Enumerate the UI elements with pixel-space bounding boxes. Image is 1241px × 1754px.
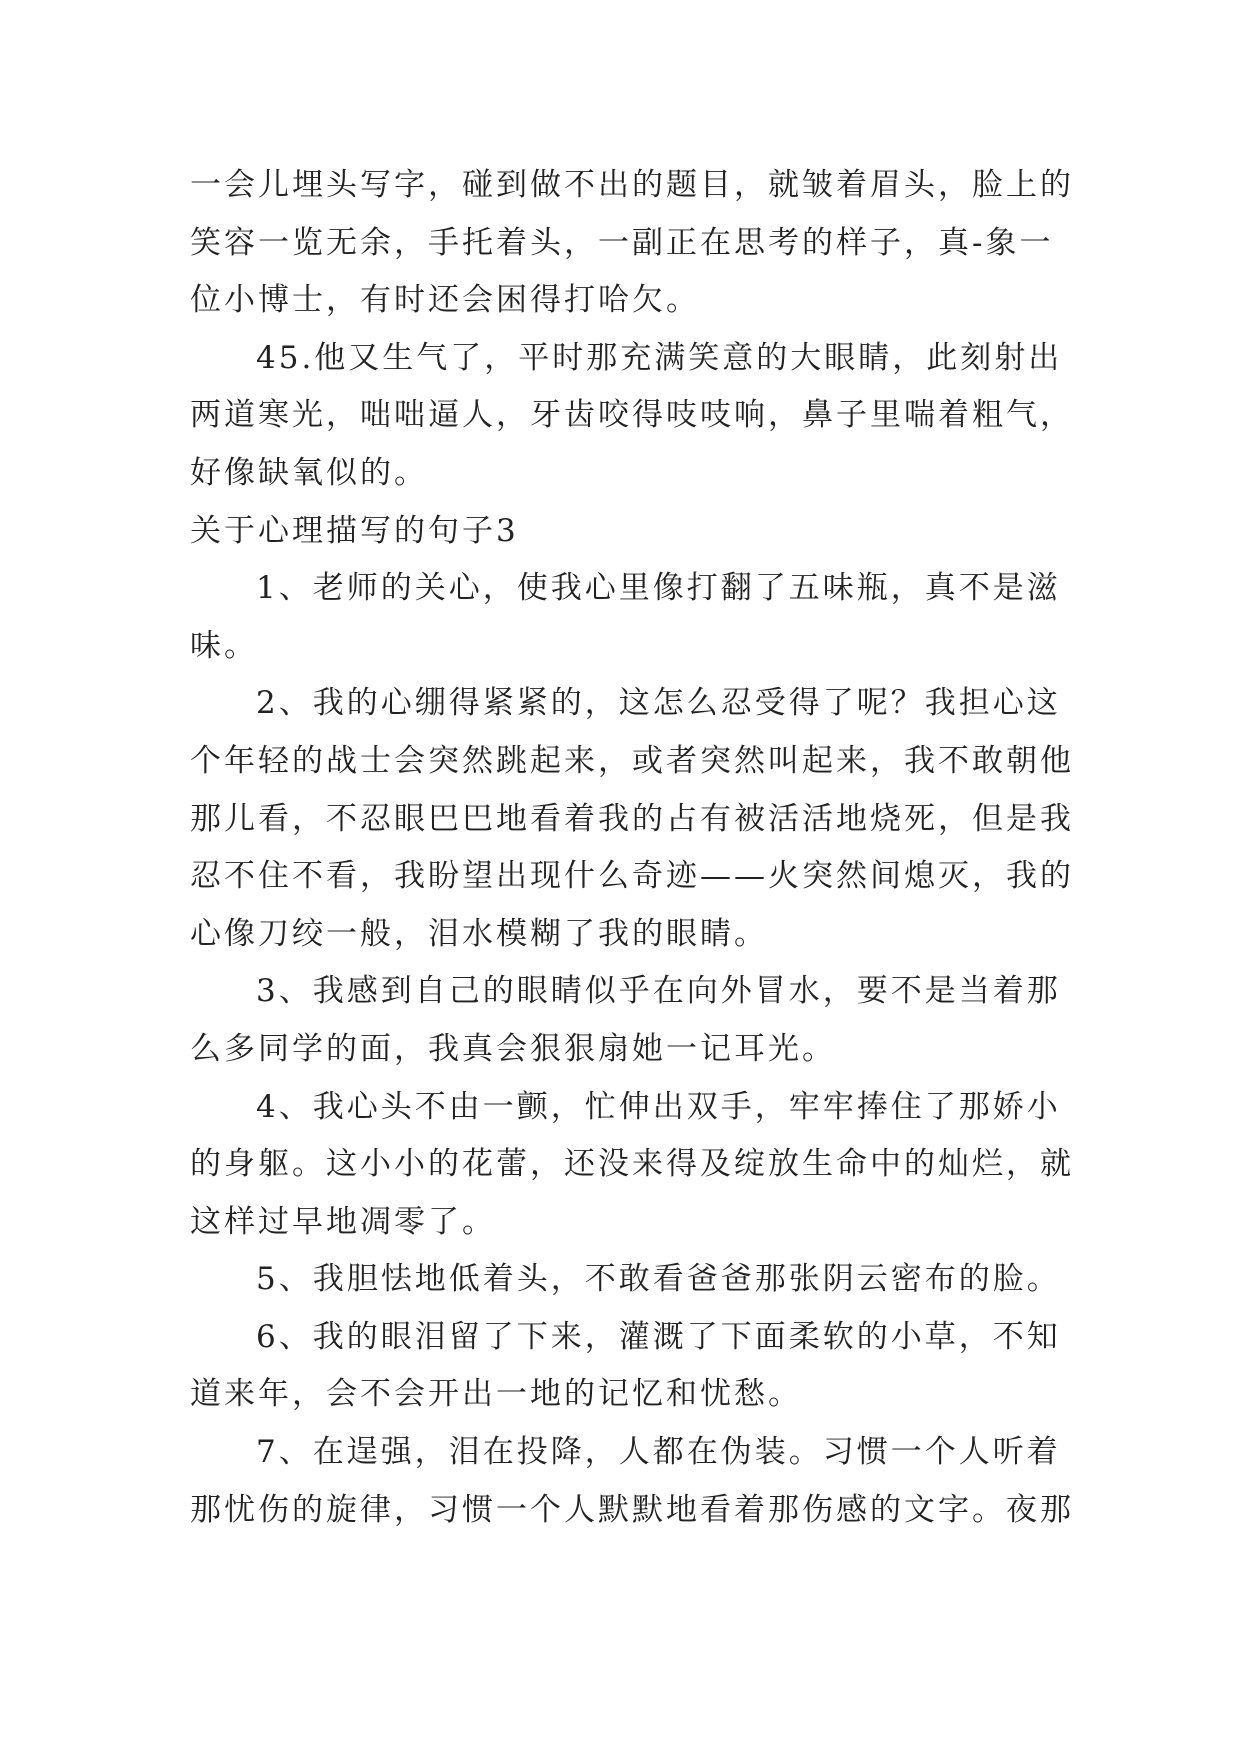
section-heading: 关于心理描写的句子3 — [190, 512, 519, 549]
text-line: 那儿看，不忍眼巴巴地看着我的占有被活活地烧死，但是我 — [190, 800, 1074, 837]
text-line: 心像刀绞一般，泪水模糊了我的眼睛。 — [190, 915, 768, 952]
paragraph-start-line: 3、我感到自己的眼睛似乎在向外冒水，要不是当着那 — [256, 973, 1061, 1010]
text-line: 笑容一览无余，手托着头，一副正在思考的样子，真-象一 — [190, 224, 1054, 261]
text-line: 好像缺氧似的。 — [190, 454, 428, 491]
text-line: 这样过早地凋零了。 — [190, 1203, 496, 1240]
paragraph-start-line: 45.他又生气了，平时那充满笑意的大眼睛，此刻射出 — [256, 339, 1063, 376]
paragraph-start-line: 4、我心头不由一颤，忙伸出双手，牢牢捧住了那娇小 — [256, 1088, 1061, 1125]
text-line: 一会儿埋头写字，碰到做不出的题目，就皱着眉头，脸上的 — [190, 167, 1074, 203]
paragraph-start-line: 5、我胆怯地低着头，不敢看爸爸那张阴云密布的脸。 — [256, 1261, 1061, 1298]
text-line: 位小博士，有时还会困得打哈欠。 — [190, 282, 700, 319]
document-body — [190, 157, 1074, 1539]
text-line: 那忧伤的旋律，习惯一个人默默地看着那伤感的文字。夜那 — [190, 1491, 1074, 1528]
text-line: 两道寒光，咄咄逼人，牙齿咬得吱吱响，鼻子里喘着粗气， — [190, 397, 1074, 434]
text-line: 的身躯。这小小的花蕾，还没来得及绽放生命中的灿烂，就 — [190, 1146, 1074, 1183]
paragraph-start-line: 2、我的心绷得紧紧的，这怎么忍受得了呢？我担心这 — [256, 685, 1061, 722]
text-line: 么多同学的面，我真会狠狠扇她一记耳光。 — [190, 1030, 836, 1067]
paragraph-start-line: 6、我的眼泪留了下来，灌溉了下面柔软的小草，不知 — [256, 1318, 1061, 1355]
text-line: 味。 — [190, 627, 258, 664]
paragraph-start-line: 7、在逞强，泪在投降，人都在伪装。习惯一个人听着 — [256, 1434, 1061, 1471]
text-line: 忍不住不看，我盼望出现什么奇迹——火突然间熄灭，我的 — [190, 858, 1074, 895]
text-line: 道来年，会不会开出一地的记忆和忧愁。 — [190, 1376, 802, 1413]
paragraph-start-line: 1、老师的关心，使我心里像打翻了五味瓶，真不是滋 — [256, 570, 1061, 607]
text-line: 个年轻的战士会突然跳起来，或者突然叫起来，我不敢朝他 — [190, 742, 1074, 779]
